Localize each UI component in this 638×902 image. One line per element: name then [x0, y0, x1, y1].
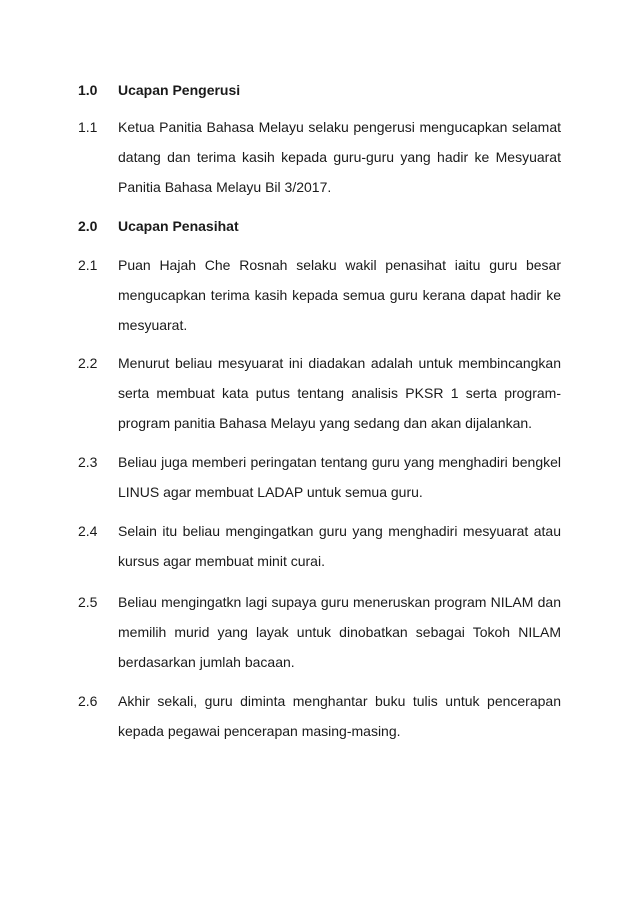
- item-number: 2.1: [78, 257, 98, 273]
- item-number: 2.4: [78, 523, 98, 539]
- item-number: 2.3: [78, 454, 98, 470]
- item-text: Akhir sekali, guru diminta menghantar buku tulis untuk pencerapan kepada pegawai pencerapan masing-masing.: [118, 693, 561, 739]
- item-text: Ketua Panitia Bahasa Melayu selaku pengerusi mengucapkan selamat datang dan terima kasih kepada guru-guru yang hadir ke Mesyuarat Panitia Bahasa Melayu Bil 3/2017.: [118, 119, 561, 195]
- item-text: Menurut beliau mesyuarat ini diadakan adalah untuk membincangkan serta membuat kata putus tentang analisis PKSR 1 serta program-program panitia Bahasa Melayu yang sedang dan akan dijalankan.: [118, 355, 561, 431]
- item-number: 2.6: [78, 693, 98, 709]
- section-title: Ucapan Pengerusi: [118, 82, 241, 98]
- section-number: 1.0: [78, 82, 98, 98]
- item-number: 1.1: [78, 119, 98, 135]
- section-title: Ucapan Penasihat: [118, 218, 239, 234]
- item-text: Selain itu beliau mengingatkan guru yang menghadiri mesyuarat atau kursus agar membuat minit curai.: [118, 523, 561, 569]
- item-text: Puan Hajah Che Rosnah selaku wakil penasihat iaitu guru besar mengucapkan terima kasih kepada semua guru kerana dapat hadir ke mesyuarat.: [118, 257, 561, 333]
- section-number: 2.0: [78, 218, 98, 234]
- item-number: 2.2: [78, 355, 98, 371]
- item-text: Beliau juga memberi peringatan tentang guru yang menghadiri bengkel LINUS agar membuat LADAP untuk semua guru.: [118, 454, 561, 500]
- item-number: 2.5: [78, 594, 98, 610]
- item-text: Beliau mengingatkn lagi supaya guru meneruskan program NILAM dan memilih murid yang layak untuk dinobatkan sebagai Tokoh NILAM berdasarkan jumlah bacaan.: [118, 594, 561, 670]
